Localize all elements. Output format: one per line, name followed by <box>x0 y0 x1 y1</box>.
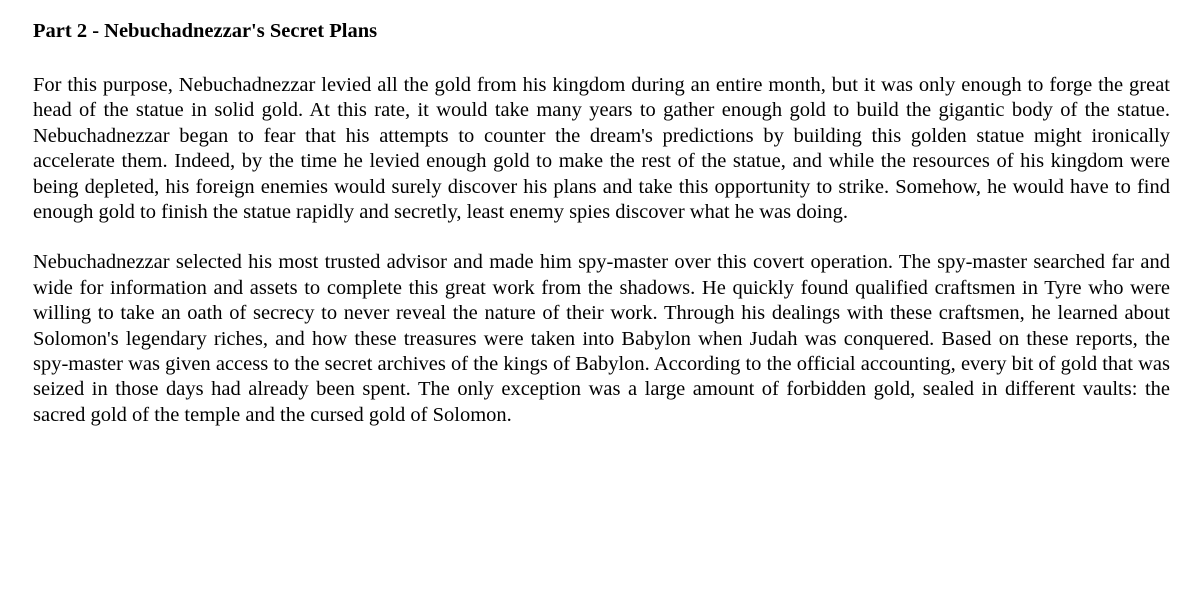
paragraph-2: Nebuchadnezzar selected his most trusted advisor and made him spy-master over this covert operation. The spy-master searched far and wide for information and assets to complete this great work from the shadows. He quickly found qualified craftsmen in Tyre who were willing to take an oath of secrecy to never reveal the nature of their work. Through his dealings with these craftsmen, he learned about Solomon's legendary riches, and how these treasures were taken into Babylon when Judah was conquered. Based on these reports, the spy-master was given access to the secret archives of the kings of Babylon. According to the official accounting, every bit of gold that was seized in those days had already been spent. The only exception was a large amount of forbidden gold, sealed in different vaults: the sacred gold of the temple and the cursed gold of Solomon. <box>33 251 1170 426</box>
paragraph-1: For this purpose, Nebuchadnezzar levied all the gold from his kingdom during an entire month, but it was only enough to forge the great head of the statue in solid gold. At this rate, it would take many years to gather enough gold to build the gigantic body of the statue. Nebuchadnezzar began to fear that his attempts to counter the dream's predictions by building this golden statue might ironically accelerate them. Indeed, by the time he levied enough gold to make the rest of the statue, and while the resources of his kingdom were being depleted, his foreign enemies would surely discover his plans and take this opportunity to strike. Somehow, he would have to find enough gold to finish the statue rapidly and secretly, least enemy spies discover what he was doing. <box>33 74 1170 224</box>
section-heading: Part 2 - Nebuchadnezzar's Secret Plans <box>33 20 378 42</box>
document-page <box>33 14 1170 428</box>
